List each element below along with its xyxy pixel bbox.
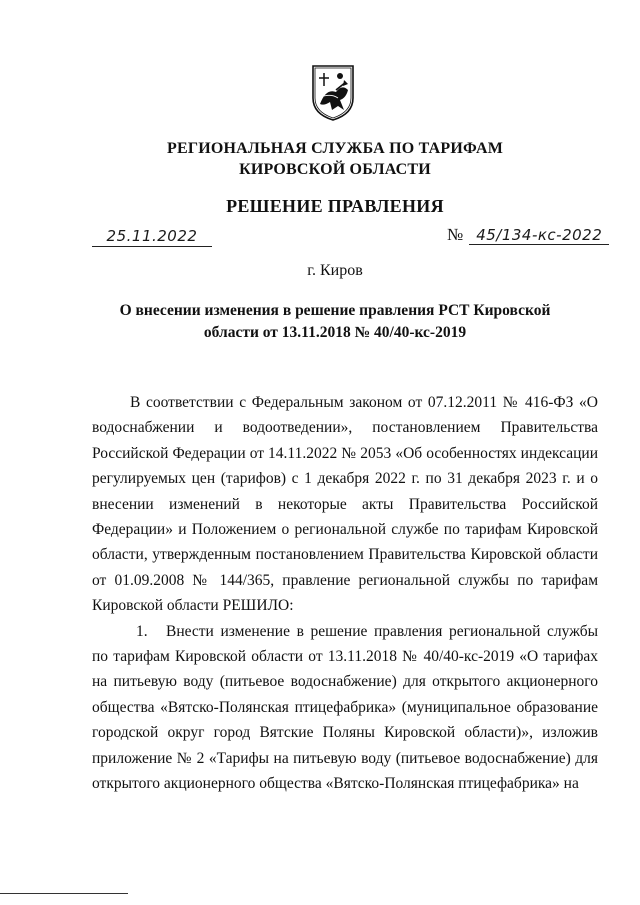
- organization-name: [0, 138, 640, 180]
- item-1-number: 1.: [136, 622, 148, 640]
- document-subject: [100, 300, 570, 344]
- footnote-separator: [0, 893, 128, 894]
- subject-line-2: области от 13.11.2018 № 40/40-кс-2019: [203, 324, 467, 341]
- item-1-paragraph: [92, 619, 598, 797]
- item-1-text: Внести изменение в решение правления региональной службы по тарифам Кировской области от 13.11.2018 № 40/40-кс-2019 «О тарифах на питьевую воду (питьевое водоснабжение) для открытого акционерного общества «Вятско-Полянская птицефабрика» (муниципальное образование городской округ город Вятские Поляны Кировской области)», изложив приложение № 2 «Тарифы на питьевую воду (питьевое водоснабжение) для открытого акционерного общества «Вятско-Полянская птицефабрика» на: [92, 622, 598, 793]
- number-sign: №: [447, 225, 464, 244]
- org-line-1: РЕГИОНАЛЬНАЯ СЛУЖБА ПО ТАРИФАМ: [166, 140, 504, 157]
- subject-line-1: О внесении изменения в решение правления РСТ Кировской: [119, 302, 551, 319]
- document-body: [92, 390, 598, 797]
- document-number: 45/134-кс-2022: [469, 226, 609, 245]
- org-line-2: КИРОВСКОЙ ОБЛАСТИ: [239, 161, 431, 178]
- document-type: РЕШЕНИЕ ПРАВЛЕНИЯ: [226, 196, 444, 216]
- document-number-block: [447, 225, 609, 245]
- document-city: г. Киров: [307, 262, 363, 279]
- preamble-paragraph: В соответствии с Федеральным законом от 07.12.2011 № 416-ФЗ «О водоснабжении и водоотведении», постановлением Правительства Российской Федерации от 14.11.2022 № 2053 «Об особенностях индексации регулируемых цен (тарифов) с 1 декабря 2022 г. по 31 декабря 2023 г. и о внесении изменений в некоторые акты Правительства Российской Федерации» и Положением о региональной службе по тарифам Кировской области, утвержденным постановлением Правительства Кировской области от 01.09.2008 № 144/365, правление региональной службы по тарифам Кировской области РЕШИЛО:: [92, 394, 598, 615]
- document-date: 25.11.2022: [92, 227, 212, 247]
- kirov-coat-of-arms-icon: [310, 60, 356, 122]
